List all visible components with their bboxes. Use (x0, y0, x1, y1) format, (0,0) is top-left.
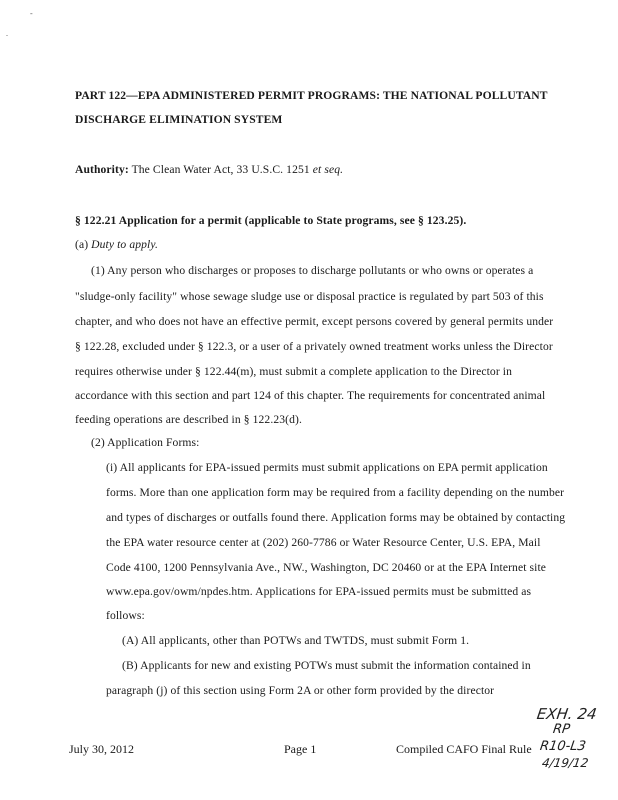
paragraph1-line: (1) Any person who discharges or proposes to discharge pollutants or who owns or operates a (91, 264, 534, 277)
paragraph1-line: "sludge-only facility" whose sewage sludge use or disposal practice is regulated by part 503 of this (75, 290, 544, 303)
item-b-line: paragraph (j) of this section using Form 2A or other form provided by the director (106, 684, 495, 697)
exhibit-annotation-line1: EXH. 24 (535, 705, 598, 723)
paragraph1-line: requires otherwise under § 122.44(m), must submit a complete application to the Director in (75, 365, 512, 378)
authority-text: The Clean Water Act, 33 U.S.C. 1251 (128, 163, 313, 176)
document-heading-line1: PART 122—EPA ADMINISTERED PERMIT PROGRAMS: THE NATIONAL POLLUTANT (75, 89, 548, 102)
paragraph2-heading: (2) Application Forms: (91, 436, 200, 449)
footer-page-number: Page 1 (284, 742, 317, 756)
paragraph1-line: § 122.28, excluded under § 122.3, or a user of a privately owned treatment works unless the Director (75, 340, 553, 353)
subsection-a-label: (a) (75, 238, 92, 251)
subsection-a-title: Duty to apply. (91, 238, 158, 251)
exhibit-annotation-line4: 4/19/12 (541, 756, 590, 770)
document-heading-line2: DISCHARGE ELIMINATION SYSTEM (75, 113, 283, 126)
paragraph2i-line: Code 4100, 1200 Pennsylvania Ave., NW., Washington, DC 20460 or at the EPA Internet site (106, 561, 547, 574)
exhibit-annotation-line3: R10-L3 (538, 739, 587, 754)
paragraph2i-line: www.epa.gov/owm/npdes.htm. Applications for EPA-issued permits must be submitted as (106, 585, 532, 598)
item-a: (A) All applicants, other than POTWs and TWTDS, must submit Form 1. (122, 634, 470, 647)
paragraph2i-line: (i) All applicants for EPA-issued permits must submit applications on EPA permit application (106, 461, 548, 474)
paragraph1-line: chapter, and who does not have an effective permit, except persons covered by general permits under (75, 315, 554, 328)
paragraph1-line: accordance with this section and part 124 of this chapter. The requirements for concentrated animal (75, 389, 546, 402)
authority-line (75, 163, 343, 177)
subsection-a (75, 238, 158, 252)
footer-document-title: Compiled CAFO Final Rule (396, 742, 532, 756)
authority-label: Authority: (75, 163, 129, 176)
paragraph2i-line: forms. More than one application form may be required from a facility depending on the number (106, 486, 565, 499)
exhibit-annotation-line2: RP (551, 722, 571, 737)
item-b-line: (B) Applicants for new and existing POTWs must submit the information contained in (122, 659, 531, 672)
paragraph1-line: feeding operations are described in § 122.23(d). (75, 413, 302, 426)
paragraph2i-line: the EPA water resource center at (202) 260-7786 or Water Resource Center, U.S. EPA, Mail (106, 536, 541, 549)
authority-italic: et seq. (312, 163, 344, 176)
section-heading: § 122.21 Application for a permit (applicable to State programs, see § 123.25). (75, 214, 467, 227)
paragraph2i-line: and types of discharges or outfalls found there. Application forms may be obtained by contacting (106, 511, 566, 524)
scan-speck: - (30, 9, 33, 18)
paragraph2i-line: follows: (106, 609, 145, 622)
scan-speck: . (6, 29, 8, 38)
footer-date: July 30, 2012 (69, 742, 135, 756)
